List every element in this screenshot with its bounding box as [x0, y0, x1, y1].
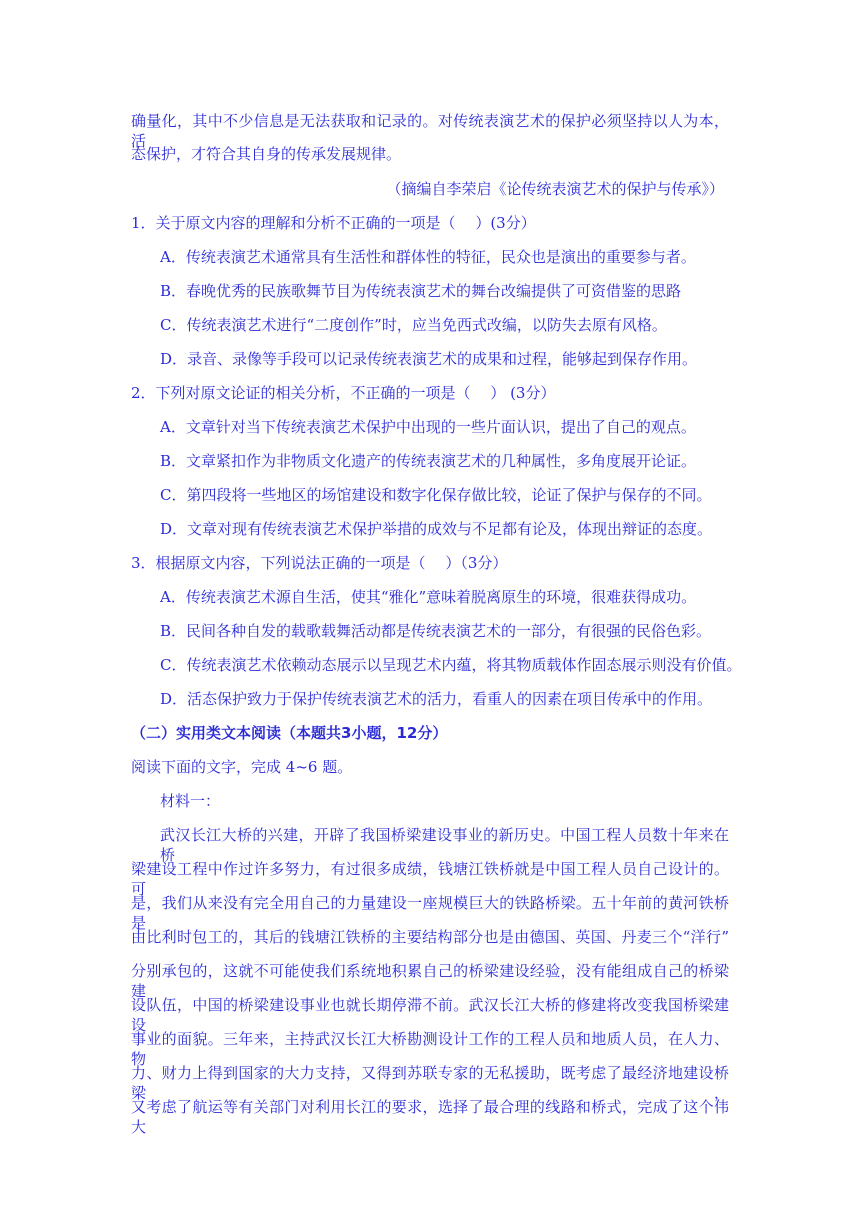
question-3-stem: 3．根据原文内容，下列说法正确的一项是（ ）（3分）: [131, 554, 508, 572]
material-label: 材料一：: [160, 792, 221, 810]
reading-instruction: 阅读下面的文字，完成 4~6 题。: [131, 758, 353, 776]
question-2-option-b: B．文章紧扣作为非物质文化遗产的传统表演艺术的几种属性，多角度展开论证。: [160, 452, 697, 470]
question-1-option-c: C．传统表演艺术进行“二度创作”时，应当免西式改编，以防失去原有风格。: [160, 316, 667, 334]
question-3-option-b: B．民间各种自发的载歌载舞活动都是传统表演艺术的一部分，有很强的民俗色彩。: [160, 622, 712, 640]
material-line-7: 事业的面貌。三年来，主持武汉长江大桥勘测设计工作的工程人员和地质人员，在人力、物: [131, 1030, 729, 1068]
material-line-4: 由比利时包工的，其后的钱塘江铁桥的主要结构部分也是由德国、英国、丹麦三个“洋行”: [131, 928, 729, 946]
question-3-option-a: A．传统表演艺术源自生活，使其“雅化”意味着脱离原生的环境，很难获得成功。: [160, 588, 697, 606]
question-1-option-b: B．春晚优秀的民族歌舞节目为传统表演艺术的舞台改编提供了可资借鉴的思路: [160, 282, 682, 300]
question-2-option-a: A．文章针对当下传统表演艺术保护中出现的一些片面认识，提出了自己的观点。: [160, 418, 696, 436]
question-2-stem: 2．下列对原文论证的相关分析，不正确的一项是（ ） (3分）: [131, 384, 556, 402]
question-3-option-d: D．活态保护致力于保护传统表演艺术的活力，看重人的因素在项目传承中的作用。: [160, 690, 713, 708]
material-line-8: 力、财力上得到国家的大力支持，又得到苏联专家的无私援助，既考虑了最经济地建设桥梁，: [131, 1064, 729, 1102]
question-1-option-d: D．录音、录像等手段可以记录传统表演艺术的成果和过程，能够起到保存作用。: [160, 350, 698, 368]
section-heading: （二）实用类文本阅读（本题共3小题，12分）: [131, 724, 448, 742]
material-line-3: 是，我们从来没有完全用自己的力量建设一座规模巨大的铁路桥梁。五十年前的黄河铁桥是: [131, 894, 729, 932]
material-line-6: 设队伍，中国的桥梁建设事业也就长期停滞不前。武汉长江大桥的修建将改变我国桥梁建设: [131, 996, 729, 1034]
question-1-stem: 1．关于原文内容的理解和分析不正确的一项是（ ）(3分）: [131, 214, 536, 232]
material-line-5: 分别承包的，这就不可能使我们系统地积累自己的桥梁建设经验，没有能组成自己的桥梁建: [131, 962, 729, 1000]
material-line-9: 又考虑了航运等有关部门对利用长江的要求，选择了最合理的线路和桥式，完成了这个伟大: [131, 1098, 729, 1136]
material-line-2: 梁建设工程中作过许多努力，有过很多成绩，钱塘江铁桥就是中国工程人员自己设计的。可: [131, 860, 729, 898]
question-1-option-a: A．传统表演艺术通常具有生活性和群体性的特征，民众也是演出的重要参与者。: [160, 248, 696, 266]
material-line-1: 武汉长江大桥的兴建，开辟了我国桥梁建设事业的新历史。中国工程人员数十年来在桥: [160, 826, 729, 864]
question-2-option-c: C．第四段将一些地区的场馆建设和数字化保存做比较，论证了保护与保存的不同。: [160, 486, 712, 504]
source-citation: （摘编自李荣启《论传统表演艺术的保护与传承》）: [386, 180, 724, 198]
intro-line-1: 确量化，其中不少信息是无法获取和记录的。对传统表演艺术的保护必须坚持以人为本，活: [131, 112, 729, 150]
question-2-option-d: D．文章对现有传统表演艺术保护举措的成效与不足都有论及，体现出辩证的态度。: [160, 520, 713, 538]
intro-line-2: 态保护，才符合其自身的传承发展规律。: [131, 145, 402, 163]
question-3-option-c: C．传统表演艺术依赖动态展示以呈现艺术内蕴，将其物质载体作固态展示则没有价值。: [160, 656, 742, 674]
